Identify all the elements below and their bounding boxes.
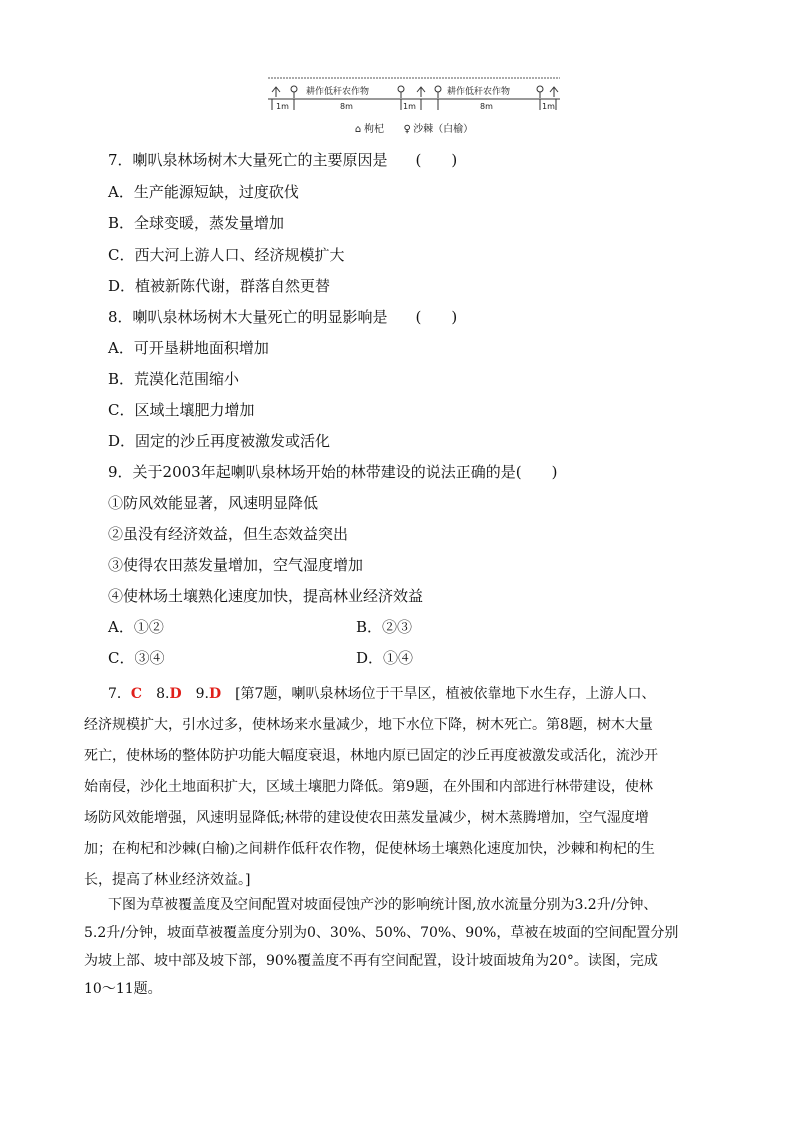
intro-line: 下图为草被覆盖度及空间配置对坡面侵蚀产沙的影响统计图,放水流量分别为3.2升/分钟、 bbox=[108, 897, 658, 913]
option: B．②③ bbox=[356, 618, 413, 636]
option: D．植被新陈代谢，群落自然更替 bbox=[108, 277, 331, 295]
question-9-stem: 9．关于2003年起喇叭泉林场开始的林带建设的说法正确的是( ) bbox=[108, 463, 558, 481]
answer-key-8: D bbox=[169, 686, 182, 702]
legend-label: 沙棘（白榆） bbox=[413, 124, 474, 135]
dimension-label: 8m bbox=[480, 102, 493, 111]
statement: ④使林场土壤熟化速度加快，提高林业经济效益 bbox=[108, 587, 424, 605]
option: D．固定的沙丘再度被激发或活化 bbox=[108, 432, 331, 450]
tree-icon bbox=[537, 86, 543, 98]
option: A．①② bbox=[108, 618, 164, 636]
statement: ①防风效能显著，风速明显降低 bbox=[108, 494, 319, 512]
option: C．③④ bbox=[108, 649, 165, 667]
tree-icon bbox=[291, 86, 297, 98]
option: B．荒漠化范围缩小 bbox=[108, 370, 240, 388]
crop-label: 耕作低秆农作物 bbox=[306, 87, 370, 97]
answer-blank: ( ) bbox=[415, 151, 458, 169]
tree-icon bbox=[398, 86, 404, 98]
option: C．西大河上游人口、经济规模扩大 bbox=[108, 246, 345, 264]
option: A．生产能源短缺，过度砍伐 bbox=[108, 183, 299, 201]
planting-layout-figure bbox=[264, 72, 564, 138]
question-8-stem: 8．喇叭泉林场树木大量死亡的明显影响是 ( ) bbox=[108, 308, 458, 326]
shrub-icon: ⌂ bbox=[354, 124, 362, 135]
intro-line: 为坡上部、坡中部及坡下部，90%覆盖度不再有空间配置，设计坡面坡角为20°。读图，完成 bbox=[84, 953, 658, 969]
intro-line: 10～11题。 bbox=[84, 981, 162, 997]
dimension-label: 1m bbox=[276, 102, 289, 111]
dimension-label: 8m bbox=[340, 102, 353, 111]
statement: ③使得农田蒸发量增加，空气湿度增加 bbox=[108, 556, 364, 574]
figure-legend bbox=[352, 120, 487, 135]
planting-layout-diagram bbox=[264, 72, 564, 122]
crop-label: 耕作低秆农作物 bbox=[447, 87, 511, 97]
intro-paragraph bbox=[84, 891, 712, 1003]
option: D．①④ bbox=[356, 649, 414, 667]
answer-blank: ( ) bbox=[415, 308, 458, 326]
statement: ②虽没有经济效益，但生态效益突出 bbox=[108, 525, 349, 543]
answer-line: 场防风效能增强，风速明显降低;林带的建设使农田蒸发量减少，树木蒸腾增加，空气湿度增 bbox=[84, 810, 649, 826]
answer-line: 长，提高了林业经济效益。] bbox=[84, 872, 251, 888]
answer-first-line: 7．C 8.D 9.D [第7题，喇叭泉林场位于干旱区，植被依靠地下水生存，上游人口、 bbox=[108, 686, 656, 702]
legend-label: 枸杞 bbox=[364, 124, 384, 135]
dimension-label: 1m bbox=[403, 102, 416, 111]
option: C．区域土壤肥力增加 bbox=[108, 401, 255, 419]
intro-line: 5.2升/分钟，坡面草被覆盖度分别为0、30%、50%、70%、90%，草被在坡面的空间配置分别 bbox=[84, 925, 679, 941]
answer-line: 死亡，使林场的整体防护功能大幅度衰退，林地内原已固定的沙丘再度被激发或活化，流沙开 bbox=[84, 748, 658, 764]
tree-icon bbox=[435, 86, 441, 98]
answer-explanation bbox=[84, 679, 712, 896]
question-7-stem: 7．喇叭泉林场树木大量死亡的主要原因是 ( ) bbox=[108, 151, 458, 169]
option: B．全球变暖，蒸发量增加 bbox=[108, 214, 285, 232]
answer-line: 始南侵，沙化土地面积扩大，区域土壤肥力降低。第9题，在外围和内部进行林带建设，使林 bbox=[84, 779, 653, 795]
tree-icon: ♀ bbox=[403, 124, 411, 135]
shrub-icon bbox=[272, 87, 280, 97]
answer-key-9: D bbox=[208, 686, 222, 702]
shrub-icon bbox=[550, 87, 558, 97]
option: A．可开垦耕地面积增加 bbox=[108, 339, 269, 357]
dimension-label: 1m bbox=[542, 102, 555, 111]
answer-line: 经济规模扩大，引水过多，使林场来水量减少，地下水位下降，树木死亡。第8题，树木大量 bbox=[84, 717, 653, 733]
answer-line: 加；在枸杞和沙棘(白榆)之间耕作低秆农作物，促使林场土壤熟化速度加快，沙棘和枸杞的生 bbox=[84, 841, 655, 857]
answer-key-7: C bbox=[130, 686, 143, 702]
shrub-icon bbox=[417, 87, 425, 97]
